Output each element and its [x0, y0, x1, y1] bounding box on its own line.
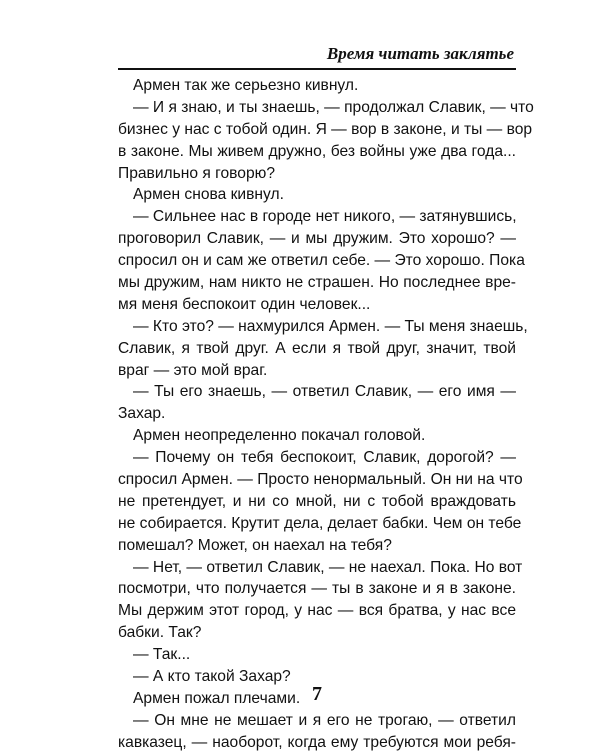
paragraph	[118, 75, 516, 97]
text-line: Армен так же серьезно кивнул.	[133, 77, 359, 94]
paragraph	[118, 381, 516, 425]
text-line: — И я знаю, и ты знаешь, — продолжал Славик, — что	[133, 98, 534, 116]
text-line: — Нет, — ответил Славик, — не наехал. Пока. Но вот	[133, 558, 523, 576]
paragraph	[118, 206, 525, 315]
paragraph	[118, 97, 534, 185]
text-line: мы дружим, нам никто не страшен. Но последнее вре-	[118, 274, 516, 292]
header-rule	[118, 68, 516, 70]
text-line: — Почему он тебя беспокоит, Славик, дорогой? —	[133, 449, 516, 467]
page-number: 7	[312, 683, 322, 705]
paragraph	[118, 184, 516, 206]
text-line: помешал? Может, он наехал на тебя?	[118, 536, 392, 554]
text-line: Захар.	[118, 405, 166, 423]
text-line: не собирается. Крутит дела, делает бабки. Чем он тебе	[118, 514, 522, 532]
text-line: — Кто это? — нахмурился Армен. — Ты меня знаешь,	[133, 317, 528, 335]
text-line: — Сильнее нас в городе нет никого, — затянувшись,	[133, 208, 517, 226]
text-line: бабки. Так?	[118, 624, 202, 642]
text-line: не претендует, и ни со мной, ни с тобой враждовать	[118, 492, 516, 510]
text-line: посмотри, что получается — ты в законе и я в законе.	[118, 580, 516, 598]
text-line: бизнес у нас с тобой один. Я — вор в законе, и ты — вор	[118, 120, 533, 138]
text-line: Армен неопределенно покачал головой.	[133, 427, 426, 445]
text-line: — Так...	[133, 646, 191, 664]
paragraph	[118, 425, 516, 447]
text-line: мя меня беспокоит один человек...	[118, 295, 371, 313]
text-line: Мы держим этот город, у нас — вся братва, у нас все	[118, 602, 516, 620]
running-title: Время читать заклятье	[326, 44, 514, 63]
text-line: Армен снова кивнул.	[133, 186, 284, 204]
text-line: — Он мне не мешает и я его не трогаю, — ответил	[133, 711, 516, 729]
text-line: кавказец, — наоборот, когда ему требуются мои ребя-	[118, 733, 516, 751]
text-line: в законе. Мы живем дружно, без войны уже два года...	[118, 142, 516, 160]
text-line: враг — это мой враг.	[118, 361, 268, 379]
text-line: Армен пожал плечами.	[133, 689, 301, 707]
paragraph	[118, 557, 523, 645]
text-line: проговорил Славик, — и мы дружим. Это хорошо? —	[118, 230, 516, 248]
text-line: спросил он и сам же ответил себе. — Это хорошо. Пока	[118, 252, 525, 270]
text-line: — А кто такой Захар?	[133, 668, 291, 686]
paragraph	[118, 644, 516, 666]
paragraph	[118, 316, 528, 382]
text-line: спросил Армен. — Просто ненормальный. Он ни на что	[118, 471, 523, 489]
paragraph	[118, 447, 523, 556]
text-line: — Ты его знаешь, — ответил Славик, — его имя —	[133, 383, 516, 401]
paragraph	[118, 710, 516, 754]
text-line: Славик, я твой друг. А если я твой друг, значит, твой	[118, 339, 516, 357]
text-line: Правильно я говорю?	[118, 164, 276, 182]
body-text	[118, 75, 534, 754]
